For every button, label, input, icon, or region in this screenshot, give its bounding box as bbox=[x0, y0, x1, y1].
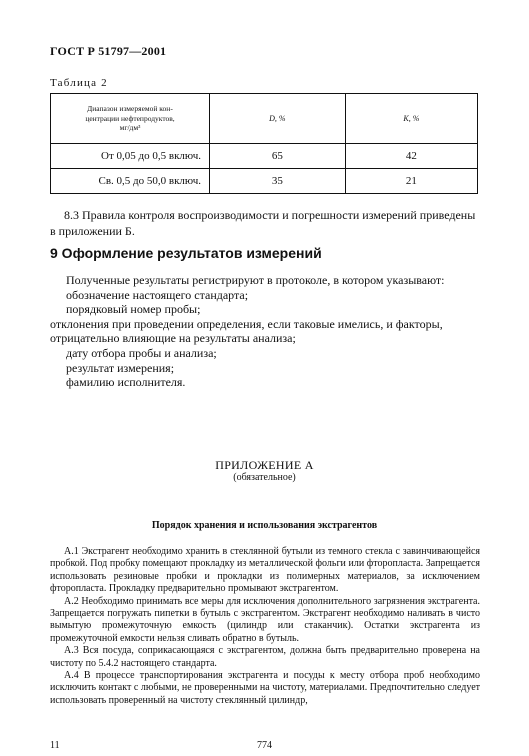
cell-range: Св. 0,5 до 50,0 включ. bbox=[51, 169, 210, 194]
table-header-row bbox=[51, 94, 478, 144]
standard-header: ГОСТ Р 51797—2001 bbox=[50, 44, 167, 58]
table-row bbox=[51, 169, 478, 194]
section-9-line: фамилию исполнителя. bbox=[66, 375, 186, 390]
appendix-title: ПРИЛОЖЕНИЕ А bbox=[215, 458, 314, 472]
section-9-title: 9 Оформление результатов измерений bbox=[50, 245, 322, 261]
appendix-paragraph: А.1 Экстрагент необходимо хранить в стеклянной бутыли из темного стекла с завинчивающейся пробкой. Под пробку помещают прокладку из металлической фольги или фторопласта. Запрещается использовать резиновые пробки и прокладки из полимерных материалов, за исключением фторопласта. Прокладку предварительно промывают экстрагентом. bbox=[50, 546, 480, 595]
paragraph-8-3-line-2: в приложении Б. bbox=[50, 224, 135, 238]
column-header-d: D, % bbox=[210, 94, 346, 144]
appendix-heading: Порядок хранения и использования экстрагентов bbox=[151, 520, 378, 531]
appendix-body bbox=[50, 546, 480, 707]
cell-k: 21 bbox=[345, 169, 477, 194]
page-number: 774 bbox=[257, 740, 272, 751]
range-header-line-1: Диапазон измеряемой кон- bbox=[87, 104, 173, 114]
table-2 bbox=[50, 93, 478, 194]
cell-k: 42 bbox=[345, 144, 477, 169]
appendix-subtitle: (обязательное) bbox=[233, 472, 296, 483]
range-header-line-3: мг/дм³ bbox=[119, 123, 141, 133]
section-9-line: обозначение настоящего стандарта; bbox=[66, 287, 249, 302]
paragraph-8-3-line-1: 8.3 Правила контроля воспроизводимости и погрешности измерений приведены bbox=[64, 208, 476, 222]
section-9-line: порядковый номер пробы; bbox=[66, 302, 201, 317]
section-9-body bbox=[50, 273, 480, 390]
appendix-paragraph: А.3 Вся посуда, соприкасающаяся с экстрагентом, должна быть предварительно проверена на чистоту по 5.4.2 настоящего стандарта. bbox=[50, 645, 480, 669]
cell-d: 65 bbox=[210, 144, 346, 169]
section-9-line: дату отбора пробы и анализа; bbox=[66, 345, 217, 360]
paragraph-8-3 bbox=[50, 207, 480, 239]
table-row bbox=[51, 144, 478, 169]
section-9-line: отрицательно влияющие на результаты анализа; bbox=[50, 331, 296, 346]
section-9-line: результат измерения; bbox=[66, 360, 175, 375]
appendix-paragraph: А.4 В процессе транспортирования экстрагента и посуды к месту отбора проб необходимо исключить контакт с любыми, не проверенными на чистоту, материалами. Предпочтительно следует использовать проверенный на чистоту стеклянный цилиндр, bbox=[50, 670, 480, 706]
footer-left-number: 11 bbox=[50, 740, 60, 751]
cell-range: От 0,05 до 0,5 включ. bbox=[51, 144, 210, 169]
section-9-line: отклонения при проведении определения, если таковые имелись, и факторы, bbox=[50, 316, 443, 331]
range-header-line-2: центрации нефтепродуктов, bbox=[85, 113, 175, 123]
column-header-range bbox=[51, 94, 210, 144]
section-9-line: Полученные результаты регистрируют в протоколе, в котором указывают: bbox=[66, 273, 445, 287]
appendix-paragraph: А.2 Необходимо принимать все меры для исключения дополнительного загрязнения экстрагента. Запрещается погружать пипетки в бутыль с экстрагентом. Экстрагент необходимо наливать в чисто вымытую промежуточную емкость (цилиндр или стаканчик). Остатки экстрагента из промежуточной емкости нельзя сливать обратно в бутыль. bbox=[50, 595, 480, 644]
column-header-k: K, % bbox=[345, 94, 477, 144]
cell-d: 35 bbox=[210, 169, 346, 194]
table-caption: Таблица 2 bbox=[50, 77, 108, 89]
